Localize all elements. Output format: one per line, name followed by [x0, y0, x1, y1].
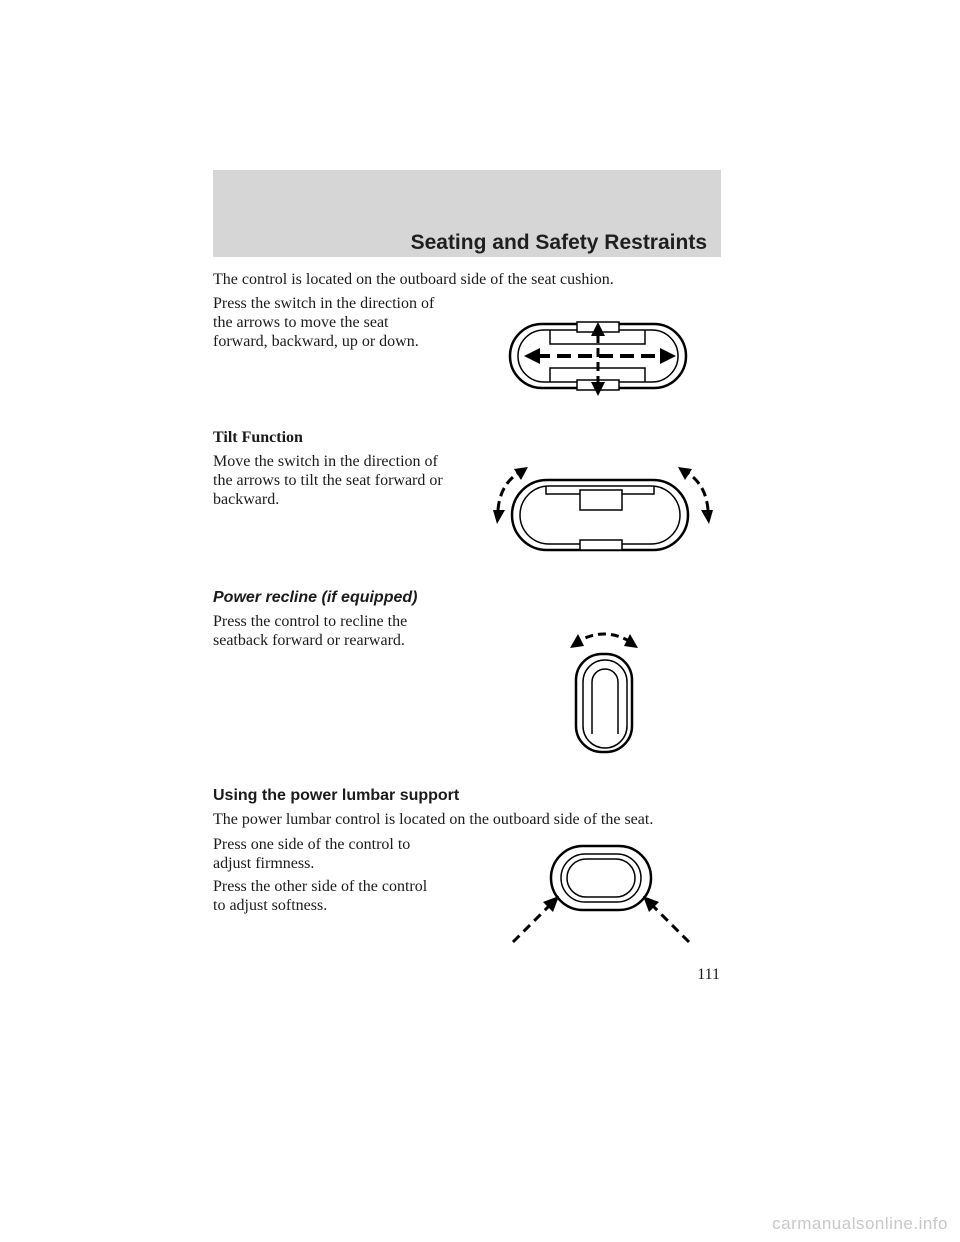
- softness-instruction-line-2: to adjust softness.: [213, 897, 328, 914]
- firmness-instruction-line-1: Press one side of the control to: [213, 836, 411, 853]
- seat-recline-switch-figure: [566, 622, 642, 756]
- firmness-instruction-line-2: adjust firmness.: [213, 855, 315, 872]
- seat-move-switch-figure: [490, 318, 700, 400]
- move-instruction-line-2: the arrows to move the seat: [213, 314, 389, 331]
- recline-instruction-line-2: seatback forward or rearward.: [213, 632, 405, 649]
- section-title: Seating and Safety Restraints: [410, 231, 707, 254]
- watermark-text: carmanualsonline.info: [772, 1214, 948, 1233]
- tilt-instruction-line-3: backward.: [213, 491, 280, 508]
- tilt-instruction-line-1: Move the switch in the direction of: [213, 453, 438, 470]
- section-header-band: [213, 170, 721, 257]
- tilt-function-heading: Tilt Function: [213, 429, 303, 446]
- page-number: 111: [697, 966, 720, 983]
- seat-tilt-switch-figure: [488, 462, 718, 554]
- power-recline-heading: Power recline (if equipped): [213, 589, 418, 606]
- recline-instruction-line-1: Press the control to recline the: [213, 613, 408, 630]
- lumbar-support-heading: Using the power lumbar support: [213, 787, 460, 804]
- move-instruction-line-3: forward, backward, up or down.: [213, 333, 419, 350]
- lumbar-intro-text: The power lumbar control is located on the outboard side of the seat.: [213, 811, 654, 828]
- intro-text: The control is located on the outboard side of the seat cushion.: [213, 271, 614, 288]
- lumbar-switch-figure: [505, 838, 697, 948]
- softness-instruction-line-1: Press the other side of the control: [213, 878, 428, 895]
- tilt-instruction-line-2: the arrows to tilt the seat forward or: [213, 472, 443, 489]
- move-instruction-line-1: Press the switch in the direction of: [213, 295, 435, 312]
